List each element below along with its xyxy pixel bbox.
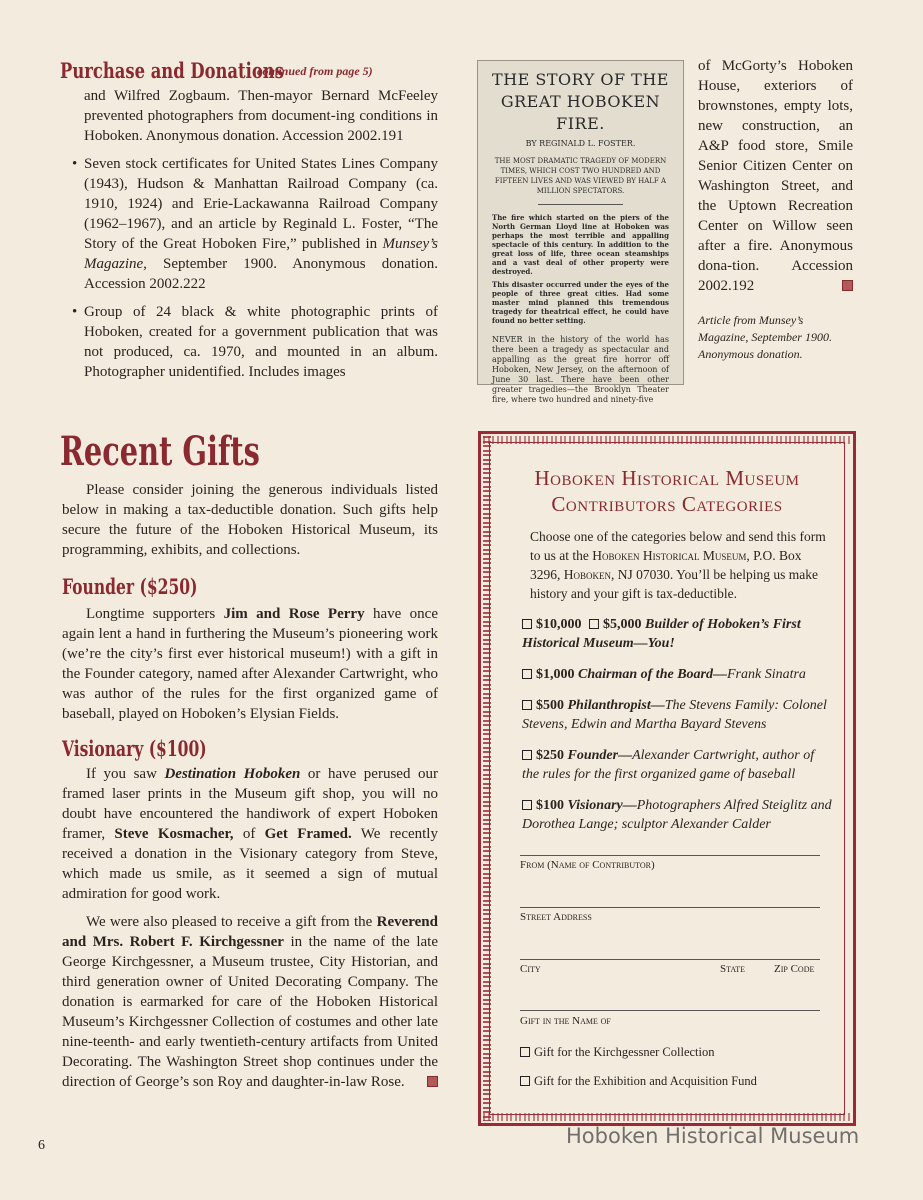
text: If you saw (86, 766, 165, 782)
text: , P.O. Box 3296, (530, 548, 802, 582)
category-name: Philanthropist— (567, 698, 665, 713)
text: Longtime supporters (86, 606, 224, 622)
paragraph: and Wilfred Zogbaum. Then-mayor Bernard McFeeley prevented photographers from document-ing conditions in Hoboken. Anonymous donation. Accession 2002.191 (84, 88, 438, 144)
gift-name-field[interactable] (520, 1010, 820, 1011)
end-mark-icon (842, 280, 853, 291)
magazine-title: Munsey’s Magazine, (84, 236, 438, 272)
category-option-10000[interactable] (522, 615, 832, 653)
amount: $250 (536, 748, 564, 763)
category-option-500[interactable] (522, 696, 832, 734)
founder-heading: Founder ($250) (62, 574, 198, 599)
category-name: Builder of Hoboken’s First Historical Museum—You! (522, 617, 801, 651)
contributors-form (478, 431, 856, 1126)
honoree: Alexander Cartwright, author of the rules for the first organized game of baseball (522, 748, 815, 782)
text: of (233, 826, 265, 842)
recent-gifts-body (62, 480, 438, 1092)
business-name: Get Framed. (264, 826, 352, 842)
honoree: The Stevens Family: Colonel Stevens, Edwin and Martha Bayard Stevens (522, 698, 827, 732)
article-title (478, 69, 683, 135)
divider (538, 204, 623, 205)
field-label: From (Name of Contributor) (520, 859, 655, 871)
donor-name: Jim and Rose Perry (223, 606, 365, 622)
article-subhead: THE MOST DRAMATIC TRAGEDY OF MODERN TIMES, WHICH COST TWO HUNDRED AND FIFTEEN LIVES AND WAS VIEWED BY HALF A MILLION SPECTATORS. (494, 157, 667, 195)
checkbox[interactable] (522, 800, 532, 810)
image-caption (698, 312, 853, 363)
checkbox[interactable] (522, 750, 532, 760)
watermark: Hoboken Historical Museum (566, 1124, 860, 1148)
option-label: Gift for the Kirchgessner Collection (534, 1045, 715, 1059)
purchase-body (84, 86, 438, 382)
text: Article from Munsey’s Magazine, (698, 313, 804, 344)
checkbox[interactable] (520, 1076, 530, 1086)
street-address-field[interactable] (520, 907, 820, 908)
founder-paragraph (62, 604, 438, 724)
list-item (72, 154, 438, 294)
visionary-paragraph (62, 764, 438, 904)
text: of McGorty’s Hoboken House, exteriors of brownstones, empty lots, new construction, an A&P food store, Smile Senior Citizen Center on Washington Street, and the Uptown Recreation Center on Willow seen after a fire. Anonymous dona-tion. Accession 2002.192 (698, 58, 853, 294)
purchase-heading-row (60, 58, 450, 86)
visionary-heading-wrap (62, 736, 438, 762)
city-state-zip-field[interactable] (520, 959, 820, 960)
article-byline: BY REGINALD L. FOSTER. (525, 139, 636, 148)
category-name: Founder— (567, 748, 633, 763)
text: in the name of the late George Kirchgessner, a Museum trustee, City Historian, and third generation owner of United Decorating Company. The donation is earmarked for care of the Hoboken Historical Museum’s Kirchgessner Collection of costumes and other late nine-teenth- and early twentieth-century artifacts from United Decorating. The Washington Street shop continues under the direction of George’s son Roy and daughter-in-law Rose. (62, 934, 438, 1090)
end-mark-icon (427, 1076, 438, 1087)
section-heading: Purchase and Donations (60, 58, 284, 83)
gift-exhibition-option[interactable] (520, 1074, 757, 1089)
text: or have perused our framed laser prints in the Museum gift shop, you will no doubt have encountered the handiwork of expert Hoboken framer, (62, 766, 438, 842)
category-name: Chairman of the Board— (578, 667, 727, 682)
field-label: State (720, 963, 746, 975)
gift-kirchgessner-option[interactable] (520, 1045, 715, 1060)
category-option-100[interactable] (522, 796, 832, 834)
amount: $10,000 (536, 617, 582, 632)
publication-title: Destination Hoboken (164, 766, 301, 782)
field-label: Gift in the Name of (520, 1015, 611, 1027)
checkbox[interactable] (522, 619, 532, 629)
kirchgessner-paragraph (62, 912, 438, 1092)
text: Hoboken Historical Museum (592, 548, 747, 563)
form-title (490, 465, 844, 517)
recent-gifts-heading: Recent Gifts (60, 428, 260, 475)
amount: $1,000 (536, 667, 575, 682)
article-clipping-image (477, 60, 684, 404)
recent-gifts-heading-wrap (60, 428, 450, 478)
purchase-continued-col (698, 56, 853, 363)
contributor-name-field[interactable] (520, 855, 820, 856)
text: We were also pleased to receive a gift from the (86, 914, 377, 930)
honoree: Frank Sinatra (726, 667, 806, 682)
purchase-section (60, 58, 450, 86)
category-name: Visionary— (567, 798, 637, 813)
form-title-line: Hoboken Historical Museum (534, 466, 800, 490)
text: Choose one of the categories below and send this form to us at the (530, 529, 826, 563)
checkbox[interactable] (520, 1047, 530, 1057)
continued-note: (continued from page 5) (253, 64, 373, 78)
field-label: Street Address (520, 911, 592, 923)
donor-name: Reverend and Mrs. Robert F. Kirchgessner (62, 914, 438, 950)
text: Seven stock certificates for United States Lines Company (1943), Hudson & Manhattan Railroad Company (ca. 1910, 1924) and Erie-Lackawanna Railroad Company (1962–1967), and an article by Reginald L. Foster, “The Story of the Great Hoboken Fire,” published in (84, 156, 438, 252)
category-options (522, 615, 832, 834)
paragraph (698, 56, 853, 296)
page-number: 6 (38, 1138, 45, 1153)
category-option-250[interactable] (522, 746, 832, 784)
form-instructions (530, 527, 830, 603)
category-option-1000[interactable] (522, 665, 832, 684)
text: September 1900. Anonymous donation. Accession 2002.222 (84, 256, 438, 292)
text: have once again lent a hand in furthering the Museum’s pioneering work (we’re the city’s first ever historical museum!) with a gift in the Founder category, named after Alexander Cartwright, who was author of the rules for the first organized game of baseball, played on Hoboken’s Elysian Fields. (62, 606, 438, 722)
article-body: NEVER in the history of the world has there been a tragedy as spectacular and appalling as the great fire horror off Hoboken, New Jersey, on the afternoon of June 30 last. There have been other greater tragedies—the Brooklyn Theater fire, where two hundred and ninety-five (492, 335, 669, 404)
article-lead: This disaster occurred under the eyes of the people of three great cities. Had some master mind planned this tremendous tragedy for theatrical effect, he could have found no better setting. (492, 280, 669, 325)
checkbox[interactable] (522, 700, 532, 710)
list-item: • Group of 24 black & white photographic prints of Hoboken, created for a government publication that was not produced, ca. 1970, and mounted in an album. Photographer unidentified. Includes images (72, 302, 438, 382)
checkbox[interactable] (589, 619, 599, 629)
amount: $500 (536, 698, 564, 713)
text: Hoboken (563, 567, 611, 582)
intro-paragraph: Please consider joining the generous individuals listed below in making a tax-deductible donation. Such gifts help secure the future of the Hoboken Historical Museum, its programming, exhibits, and collections. (62, 482, 438, 558)
visionary-heading: Visionary ($100) (62, 736, 207, 761)
option-label: Gift for the Exhibition and Acquisition Fund (534, 1074, 757, 1088)
honoree: Photographers Alfred Steiglitz and Dorothea Lange; sculptor Alexander Calder (522, 798, 832, 832)
amount: $5,000 (603, 617, 642, 632)
field-label: City (520, 963, 541, 975)
text: September 1900. Anonymous donation. (698, 330, 832, 361)
amount: $100 (536, 798, 564, 813)
article-title-line: THE STORY OF THE (492, 70, 669, 89)
field-label: Zip Code (774, 963, 815, 975)
article-title-line: GREAT HOBOKEN FIRE. (500, 92, 661, 133)
founder-heading-wrap (62, 574, 438, 600)
form-title-line: Contributors Categories (551, 492, 783, 516)
checkbox[interactable] (522, 669, 532, 679)
donor-name: Steve Kosmacher, (114, 826, 234, 842)
text: We recently received a donation in the Visionary category from Steve, which made us smile, as it seemed a sign of mutual admiration for good work. (62, 826, 438, 902)
text: , NJ 07030. You’ll be helping us make history and your gift is tax-deductible. (530, 567, 818, 601)
form-inner (489, 442, 845, 1115)
article-lead: The fire which started on the piers of the North German Lloyd line at Hoboken was perhaps the most terrible and appalling spectacle of this century. In addition to the great loss of life, three ocean steamships and a vast deal of other property were destroyed. (492, 213, 669, 276)
